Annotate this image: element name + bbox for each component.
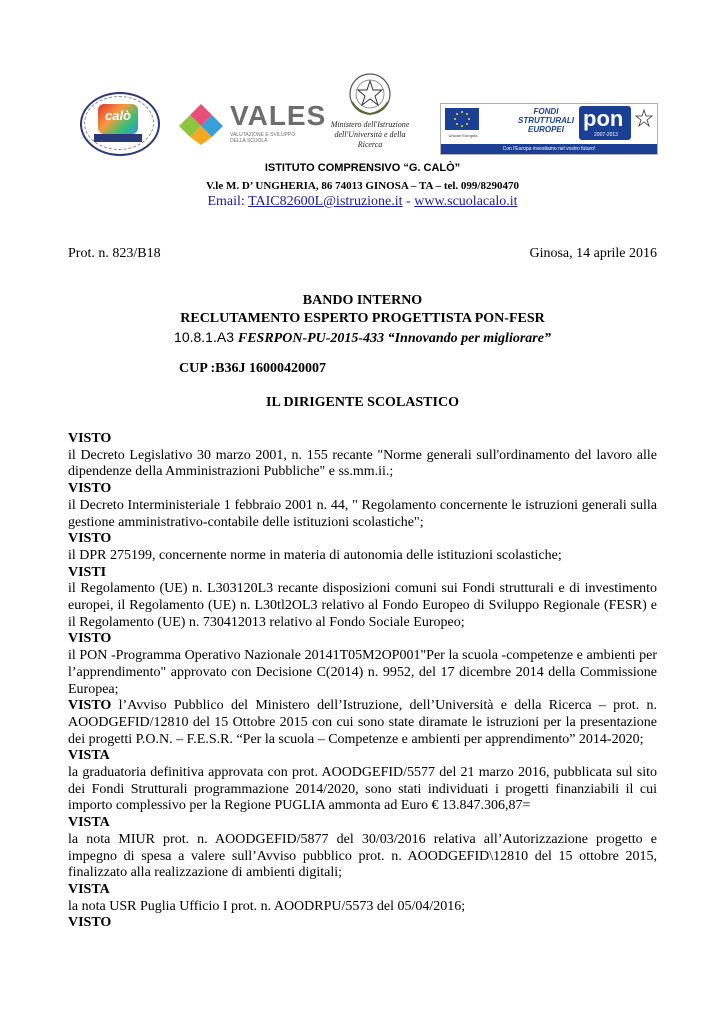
- vista-heading: VISTA: [68, 815, 110, 831]
- protocol-number: Prot. n. 823/B18: [68, 246, 161, 261]
- cup-code: CUP :B36J 16000420007: [179, 361, 326, 376]
- visto-heading: VISTO: [68, 481, 112, 497]
- paragraph-text: l’Avviso Pubblico del Ministero dell’Istruzione, dell’Università e della Ricerca – prot. n. AOODGEFID/12810 del 15 Ottobre 2015 con cui sono state diramate le istruzioni per la presentazione dei progetti P.O.N. – F.E.S.R. “Per la scuola – Competenze e ambienti per apprendimento” 2014-2020;: [68, 698, 657, 747]
- pon-strip-text: Con l'Europa investiamo nel vostro futuro!: [441, 144, 657, 154]
- visto-heading: VISTO: [68, 431, 112, 446]
- school-address: V.le M. D’ UNGHERIA, 86 74013 GINOSA – TA – tel. 099/8290470: [205, 180, 519, 192]
- pon-banner: [440, 103, 658, 155]
- pon-word: pon: [583, 106, 624, 131]
- project-name: FESRPON-PU-2015-433 “Innovando per migliorare”: [237, 331, 551, 346]
- ministero-logo: [330, 72, 410, 154]
- pon-years: 2007-2013: [594, 132, 618, 138]
- paragraph: il DPR 275199, concernente norme in materia di autonomia delle istituzioni scolastiche;: [68, 547, 562, 563]
- calo-school-logo: [74, 92, 162, 154]
- email-link[interactable]: TAIC82600L@istruzione.it: [248, 194, 403, 209]
- school-name: ISTITUTO COMPRENSIVO “G. CALÒ”: [264, 162, 461, 174]
- contact-line: [0, 194, 725, 210]
- visto-heading: VISTO: [68, 631, 112, 647]
- italian-emblem-icon: [348, 72, 392, 116]
- paragraph: la nota USR Puglia Ufficio I prot. n. AOODRPU/5573 del 05/04/2016;: [68, 898, 466, 914]
- document-date: Ginosa, 14 aprile 2016: [529, 246, 657, 261]
- vista-heading: VISTA: [68, 881, 110, 897]
- contact-separator: -: [402, 194, 415, 209]
- paragraph: il Decreto Legislativo 30 marzo 2001, n. 155 recante "Norme generali sull'ordinamento del lavoro alle dipendenze della Amministrazioni Pubbliche" e ss.mm.ii.;: [68, 447, 657, 480]
- vista-heading: VISTA: [68, 748, 110, 764]
- visto-heading: VISTO: [68, 531, 112, 547]
- eu-flag-icon: [445, 108, 479, 130]
- vales-logo: [178, 100, 327, 150]
- logo-strip: [0, 0, 725, 160]
- paragraph: il Decreto Interministeriale 1 febbraio 2001 n. 44, " Regolamento concernente le istruzioni generali sulla gestione amministrativo-contabile delle istituzioni scolastiche";: [68, 497, 657, 530]
- visti-heading: VISTI: [68, 564, 107, 580]
- calo-logo-word: calò: [104, 108, 131, 123]
- ministero-text: Ministero dell'Istruzione dell'Università e della Ricerca: [330, 120, 410, 149]
- email-label: Email:: [207, 194, 249, 209]
- paragraph-with-lead: [68, 698, 657, 748]
- paragraph: il PON -Programma Operativo Nazionale 20141T05M2OP001"Per la scuola -competenze e ambienti per l’apprendimento" approvato con Decisione C(2014) n. 9952, del 17 dicembre 2014 della Commissione Europea;: [68, 648, 657, 697]
- title-project: [68, 329, 657, 347]
- visto-heading: VISTO: [68, 915, 112, 931]
- republic-star-icon: [635, 108, 653, 128]
- paragraph: la graduatoria definitiva approvata con prot. AOODGEFID/5577 del 21 marzo 2016, pubblicata sul sito dei Fondi Strutturali programmazione 2014/2020, sono stati individuati i progetti finanziabili il cui importo complessivo per la Regione PUGLIA ammonta ad Euro € 13.847.306,87=: [68, 765, 657, 814]
- vales-subtitle: VALUTAZIONE E SVILUPPO DELLA SCUOLA: [230, 132, 296, 144]
- fondi-strutturali-text: FONDI STRUTTURALI EUROPEI: [518, 107, 574, 134]
- paragraph: il Regolamento (UE) n. L303120L3 recante disposizioni comuni sui Fondi strutturali e di investimento europei, il Regolamento (UE) n. L30tl2OL3 relativo al Fondo Europeo di Sviluppo Regionale (FESR) e il Regolamento (UE) n. 730412013 relativo al Fondo Sociale Europeo;: [68, 581, 657, 630]
- eu-label: Unione Europea: [448, 133, 478, 138]
- vales-name: VALES: [230, 100, 327, 131]
- project-code: 10.8.1.A3: [174, 329, 238, 345]
- title-bando: BANDO INTERNO: [302, 293, 423, 308]
- dirigente-heading: IL DIRIGENTE SCOLASTICO: [266, 395, 459, 410]
- vales-mark-icon: [178, 102, 224, 146]
- paragraph: la nota MIUR prot. n. AOODGEFID/5877 del 30/03/2016 relativa all’Autorizzazione progetto e impegno di spesa a valere sull’Avviso pubblico prot. n. AOODGEFID\12810 del 15 ottobre 2015, finalizzato alla realizzazione di ambienti digitali;: [68, 831, 657, 881]
- title-reclutamento: RECLUTAMENTO ESPERTO PROGETTISTA PON-FESR: [180, 311, 545, 326]
- website-link[interactable]: www.scuolacalo.it: [414, 194, 518, 209]
- document-body: [68, 431, 657, 932]
- visto-inline-heading: VISTO: [68, 698, 112, 714]
